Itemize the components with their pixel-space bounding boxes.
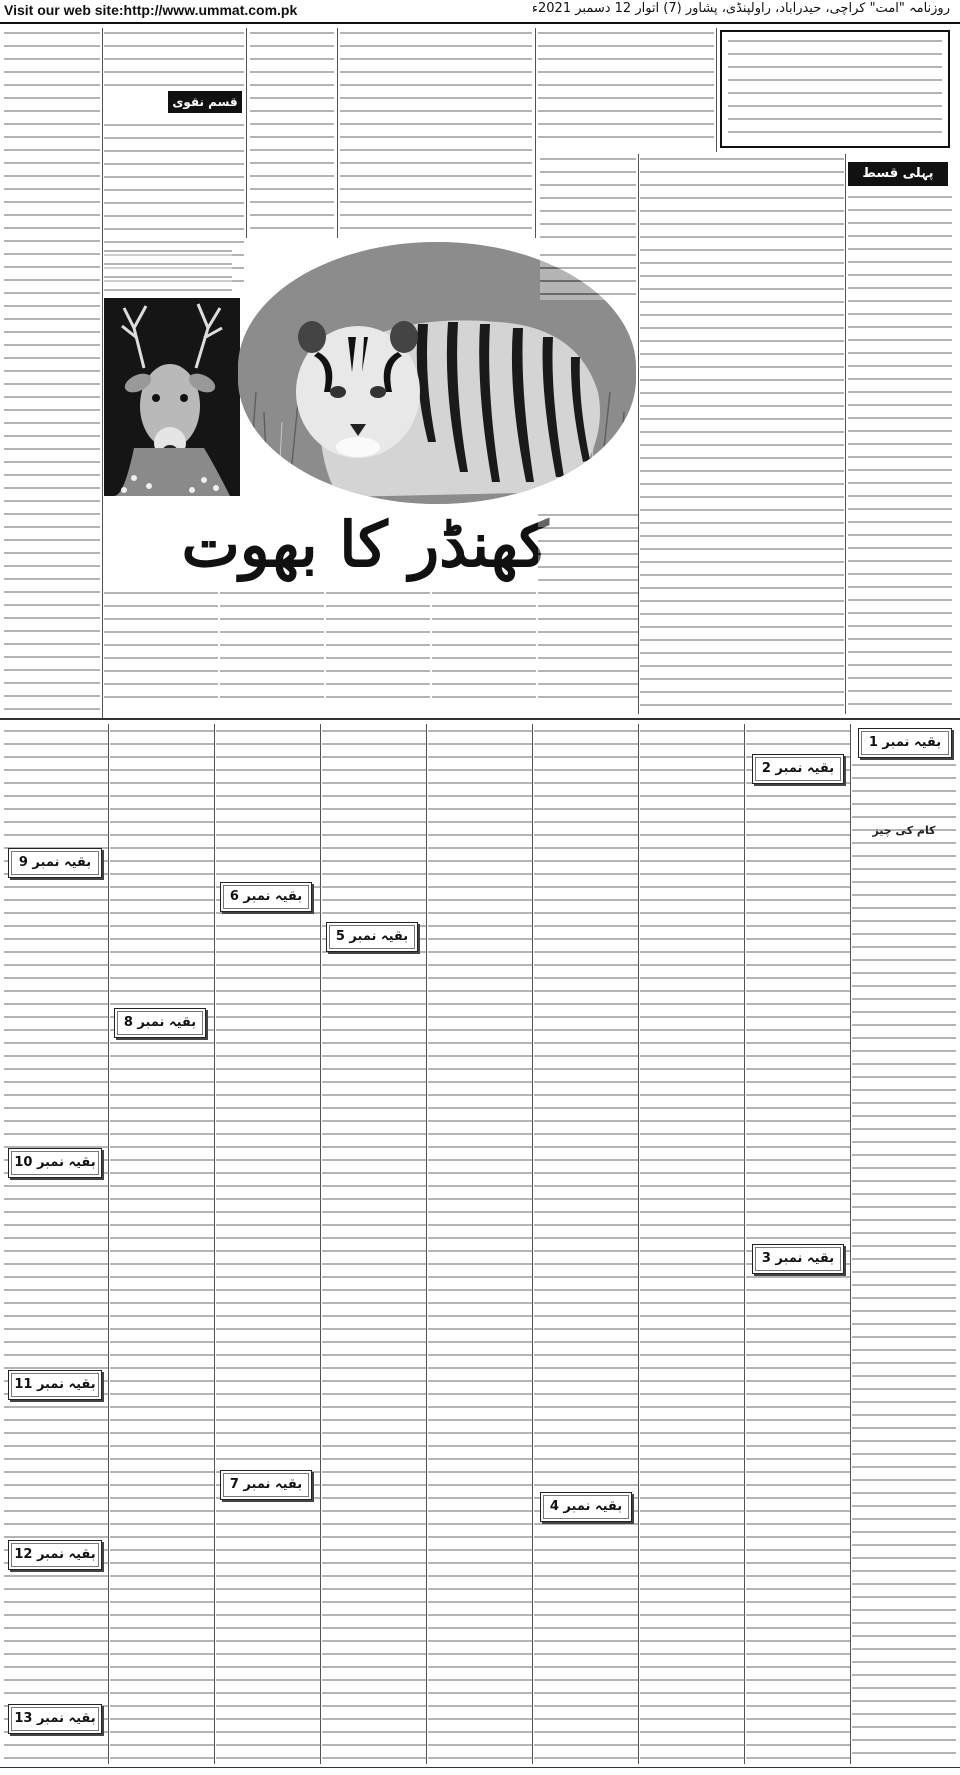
- continuation-label: بقیہ نمبر 5: [329, 925, 415, 949]
- article-intro-box: [720, 30, 950, 148]
- continuation-box-12: [8, 1540, 102, 1570]
- continuation-box-5: [326, 922, 418, 952]
- column-divider: [638, 724, 639, 1764]
- article-column: [250, 28, 334, 240]
- column-divider: [246, 28, 247, 238]
- page-footer-rule: [0, 1767, 960, 1768]
- continuation-label: بقیہ نمبر 4: [543, 1495, 629, 1519]
- article-column: [540, 250, 636, 300]
- section-divider: [0, 718, 960, 720]
- continuation-box-10: [8, 1148, 102, 1178]
- continuation-label: بقیہ نمبر 8: [117, 1011, 203, 1035]
- continuation-box-8: [114, 1008, 206, 1038]
- article-column: [104, 28, 244, 86]
- continuation-label: بقیہ نمبر 10: [11, 1151, 99, 1175]
- continuation-box-3: [752, 1244, 844, 1274]
- continuation-label: بقیہ نمبر 11: [11, 1373, 99, 1397]
- intro-text: [728, 36, 942, 144]
- article-column: [432, 588, 536, 706]
- masthead-dateline: روزنامہ "امت" کراچی، حیدرآباد، راولپنڈی، پشاور (7) اتوار 12 دسمبر 2021ء: [531, 1, 950, 16]
- article-column: [538, 28, 714, 148]
- continuation-label: بقیہ نمبر 9: [11, 851, 99, 875]
- article-headline: کھنڈر کا بھوت: [181, 508, 549, 581]
- article-column: [640, 154, 844, 714]
- continuation-column: [4, 726, 108, 1760]
- continuation-box-4: [540, 1492, 632, 1522]
- continuation-label: بقیہ نمبر 12: [11, 1543, 99, 1567]
- deer-illustration: [104, 298, 240, 496]
- article-column: [538, 510, 638, 705]
- continuation-label: بقیہ نمبر 13: [11, 1707, 99, 1731]
- article-column: [540, 154, 636, 244]
- continuation-column: [852, 760, 956, 1760]
- continuation-box-9: [8, 848, 102, 878]
- deer-photo: [104, 298, 240, 496]
- column-divider: [214, 724, 215, 1764]
- continuation-box-2: [752, 754, 844, 784]
- column-divider: [535, 28, 536, 238]
- series-part-tag: پہلی قسط: [848, 162, 948, 186]
- page-header: [0, 0, 960, 24]
- continuation-column: [640, 726, 744, 1760]
- column-divider: [744, 724, 745, 1764]
- author-byline: قسم نقوی: [168, 91, 242, 113]
- continuation-column: [534, 726, 638, 1760]
- article-column: [220, 588, 324, 706]
- article-column: [104, 246, 232, 294]
- column-divider: [108, 724, 109, 1764]
- website-url[interactable]: Visit our web site:http://www.ummat.com.pk: [4, 2, 298, 18]
- continuation-box-7: [220, 1470, 312, 1500]
- continuation-label: بقیہ نمبر 2: [755, 757, 841, 781]
- continuation-column: [322, 726, 426, 1760]
- continuation-label: بقیہ نمبر 6: [223, 885, 309, 909]
- continuation-column: [746, 726, 850, 1760]
- column-divider: [337, 28, 338, 238]
- column-divider: [102, 28, 103, 718]
- continuation-label: بقیہ نمبر 1: [861, 731, 949, 755]
- continuation-box-11: [8, 1370, 102, 1400]
- continuation-column: [110, 726, 214, 1760]
- continuation-box-1: [858, 728, 952, 758]
- article-column: [340, 28, 532, 240]
- continuation-box-6: [220, 882, 312, 912]
- article-column: [848, 192, 952, 714]
- column-divider: [320, 724, 321, 1764]
- article-column: [4, 28, 100, 718]
- continuation-box-13: [8, 1704, 102, 1734]
- continuation-label: بقیہ نمبر 7: [223, 1473, 309, 1497]
- article-column: [326, 588, 430, 706]
- column-divider: [426, 724, 427, 1764]
- column-divider: [716, 28, 717, 152]
- column-divider: [532, 724, 533, 1764]
- continuation-column: [428, 726, 532, 1760]
- article-column: [104, 588, 218, 706]
- column-divider: [850, 724, 851, 1764]
- continuation-label: بقیہ نمبر 3: [755, 1247, 841, 1271]
- column-divider: [845, 154, 846, 714]
- sub-section-label: کام کی چیز: [872, 824, 936, 837]
- column-divider: [638, 154, 639, 714]
